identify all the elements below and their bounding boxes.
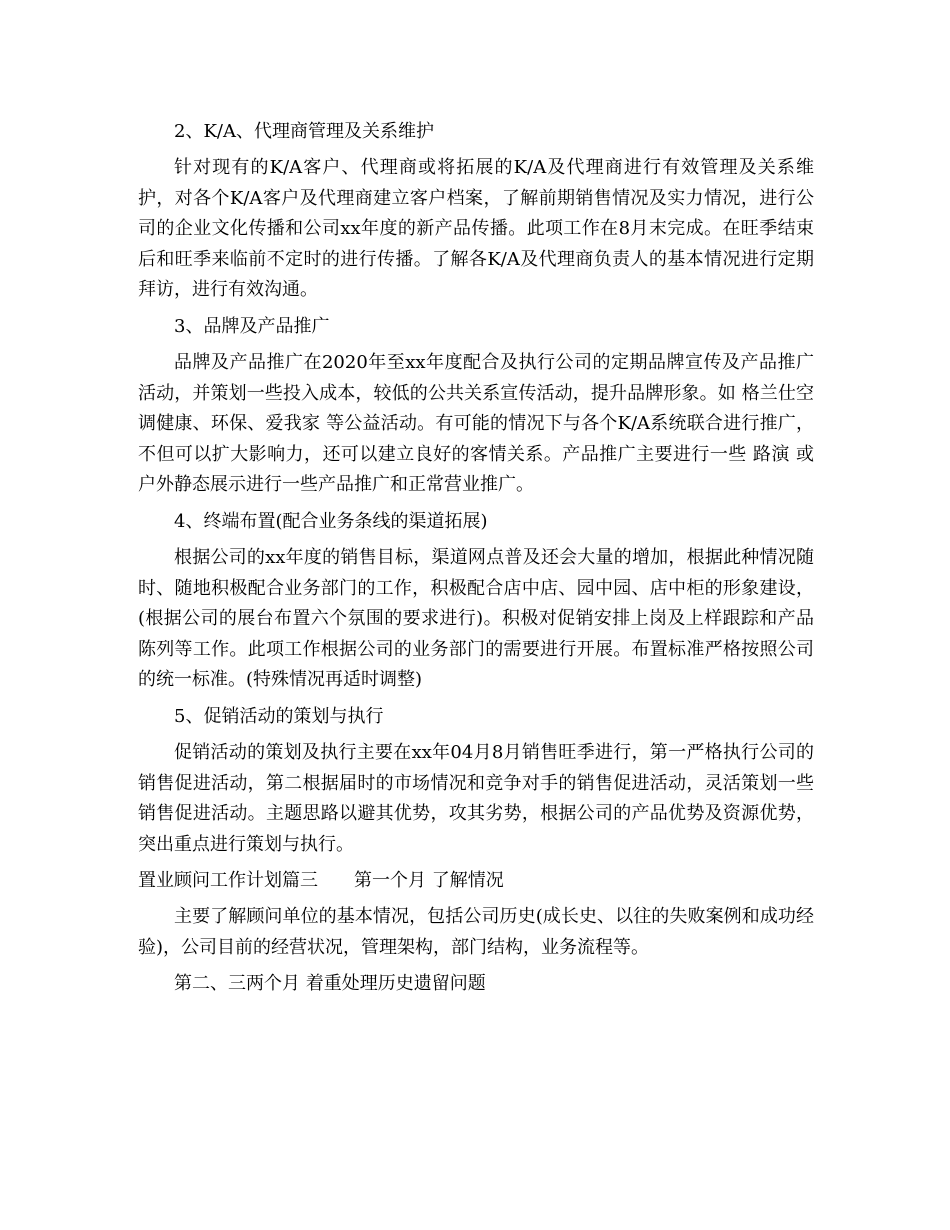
paragraph: 品牌及产品推广在2020年至xx年度配合及执行公司的定期品牌宣传及产品推广活动，并策划一些投入成本，较低的公共关系宣传活动，提升品牌形象。如 格兰仕空调健康、环保、爱我家 等公益活动。有可能的情况下与各个K/A系统联合进行推广，不但可以扩大影响力，还可以建立良好的客情关系。产品推广主要进行一些 路演 或户外静态展示进行一些产品推广和正常营业推广。 <box>138 351 814 496</box>
month-heading: 第一个月 了解情况 <box>354 870 504 892</box>
document-body <box>138 117 814 1005</box>
section-heading: 2、K/A、代理商管理及关系维护 <box>174 121 434 142</box>
chapter-heading-line <box>138 866 814 896</box>
chapter-title: 置业顾问工作计划篇三 <box>138 870 318 892</box>
paragraph: 促销活动的策划及执行主要在xx年04月8月销售旺季进行，第一严格执行公司的销售促进活动，第二根据届时的市场情况和竞争对手的销售促进活动，灵活策划一些销售促进活动。主题思路以避其优势，攻其劣势，根据公司的产品优势及资源优势，突出重点进行策划与执行。 <box>138 741 814 855</box>
section-heading: 3、品牌及产品推广 <box>174 315 330 337</box>
paragraph: 根据公司的xx年度的销售目标，渠道网点普及还会大量的增加，根据此种情况随时、随地积极配合业务部门的工作，积极配合店中店、园中园、店中柜的形象建设，(根据公司的展台布置六个氛围的要求进行)。积极对促销安排上岗及上样跟踪和产品陈列等工作。此项工作根据公司的业务部门的需要进行开展。布置标准严格按照公司的统一标准。(特殊情况再适时调整) <box>138 546 814 691</box>
section-heading: 5、促销活动的策划与执行 <box>174 705 384 727</box>
section-heading: 4、终端布置(配合业务条线的渠道拓展) <box>174 510 488 532</box>
section-heading: 第二、三两个月 着重处理历史遗留问题 <box>174 973 486 995</box>
paragraph: 主要了解顾问单位的基本情况，包括公司历史(成长史、以往的失败案例和成功经验)，公司目前的经营状况，管理架构，部门结构，业务流程等。 <box>138 906 814 958</box>
paragraph: 针对现有的K/A客户、代理商或将拓展的K/A及代理商进行有效管理及关系维护，对各个K/A客户及代理商建立客户档案，了解前期销售情况及实力情况，进行公司的企业文化传播和公司xx年度的新产品传播。此项工作在8月末完成。在旺季结束后和旺季来临前不定时的进行传播。了解各K/A及代理商负责人的基本情况进行定期拜访，进行有效沟通。 <box>138 157 814 301</box>
